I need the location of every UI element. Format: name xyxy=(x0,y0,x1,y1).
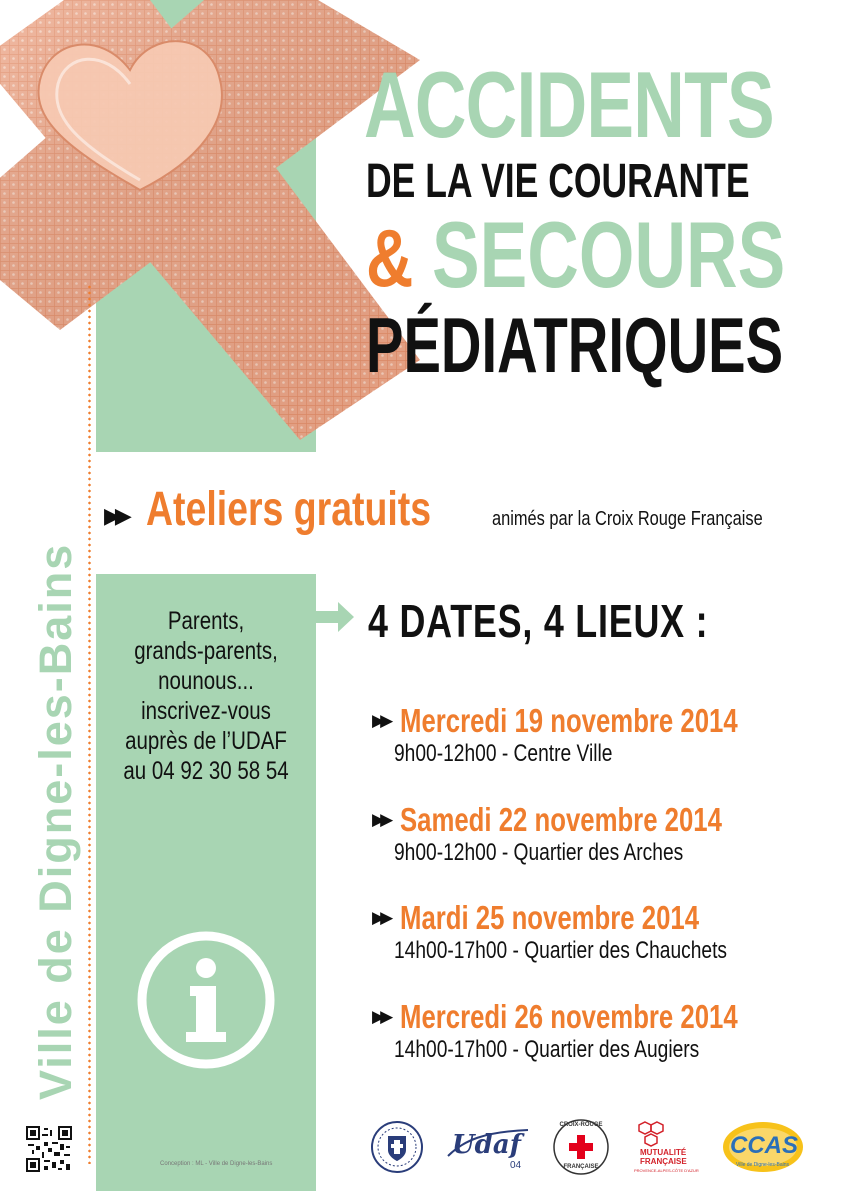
credit-text: Conception : ML - Ville de Digne-les-Bains xyxy=(160,1161,273,1167)
ateliers-title: Ateliers gratuits xyxy=(146,483,432,536)
event-title: Samedi 22 novembre 2014 xyxy=(400,801,722,838)
mutualite-line1: MUTUALITÉ xyxy=(640,1148,687,1157)
headline-accidents: ACCIDENTS xyxy=(364,52,774,157)
info-line: Parents, xyxy=(167,607,245,635)
arrow-right-icon xyxy=(316,598,356,636)
dates-heading: 4 DATES, 4 LIEUX : xyxy=(368,595,709,647)
hexagon-icon xyxy=(636,1120,670,1150)
double-arrow-icon: ▶▶ xyxy=(372,810,389,829)
ateliers-subtitle: animés par la Croix Rouge Française xyxy=(492,508,763,530)
mutualite-logo xyxy=(634,1118,706,1176)
event-item xyxy=(372,803,812,867)
city-crest-logo xyxy=(370,1120,424,1174)
info-line: grands-parents, xyxy=(134,637,278,665)
headline-ampersand: & xyxy=(366,213,414,304)
double-arrow-icon: ▶▶ xyxy=(372,1007,389,1026)
event-title: Mercredi 26 novembre 2014 xyxy=(400,998,738,1035)
double-arrow-icon: ▶▶ xyxy=(372,908,389,927)
event-detail: 9h00-12h00 - Quartier des Arches xyxy=(394,839,684,866)
info-icon xyxy=(134,928,278,1072)
event-item xyxy=(372,704,812,768)
croix-rouge-top-text: CROIX-ROUGE xyxy=(559,1122,603,1128)
info-line: inscrivez-vous xyxy=(141,697,271,725)
double-arrow-icon: ▶▶ xyxy=(104,503,126,528)
event-item xyxy=(372,901,812,965)
ccas-wordmark: CCAS xyxy=(730,1132,799,1159)
headline-secours: SECOURS xyxy=(432,202,786,307)
headline-vie-courante: DE LA VIE COURANTE xyxy=(366,155,750,208)
headline-pediatriques: PÉDIATRIQUES xyxy=(366,301,784,389)
croix-rouge-logo xyxy=(552,1118,610,1176)
event-title: Mardi 25 novembre 2014 xyxy=(400,899,700,936)
double-arrow-icon: ▶▶ xyxy=(372,711,389,730)
dotted-divider xyxy=(88,284,91,1164)
info-line: nounous... xyxy=(158,667,254,695)
info-block-text xyxy=(98,606,314,786)
mutualite-sub: PROVENCE-ALPES-CÔTE D'AZUR xyxy=(634,1168,699,1173)
mutualite-line2: FRANÇAISE xyxy=(640,1157,687,1166)
qr-code xyxy=(26,1126,72,1172)
croix-rouge-bottom-text: FRANÇAISE xyxy=(563,1164,599,1170)
ccas-sub: Ville de Digne-les-Bains xyxy=(736,1162,789,1168)
info-line: auprès de l’UDAF xyxy=(125,727,287,755)
event-title: Mercredi 19 novembre 2014 xyxy=(400,702,738,739)
udaf-wordmark: Udaf xyxy=(452,1130,521,1160)
event-detail: 14h00-17h00 - Quartier des Augiers xyxy=(394,1036,700,1063)
event-detail: 14h00-17h00 - Quartier des Chauchets xyxy=(394,937,728,964)
event-detail: 9h00-12h00 - Centre Ville xyxy=(394,740,613,767)
event-item xyxy=(372,1000,812,1064)
udaf-number: 04 xyxy=(510,1160,522,1171)
udaf-logo xyxy=(444,1120,534,1174)
ccas-logo xyxy=(720,1120,806,1174)
side-city-name: Ville de Digne-les-Bains xyxy=(30,542,81,1100)
info-line-phone: au 04 92 30 58 54 xyxy=(123,757,289,785)
